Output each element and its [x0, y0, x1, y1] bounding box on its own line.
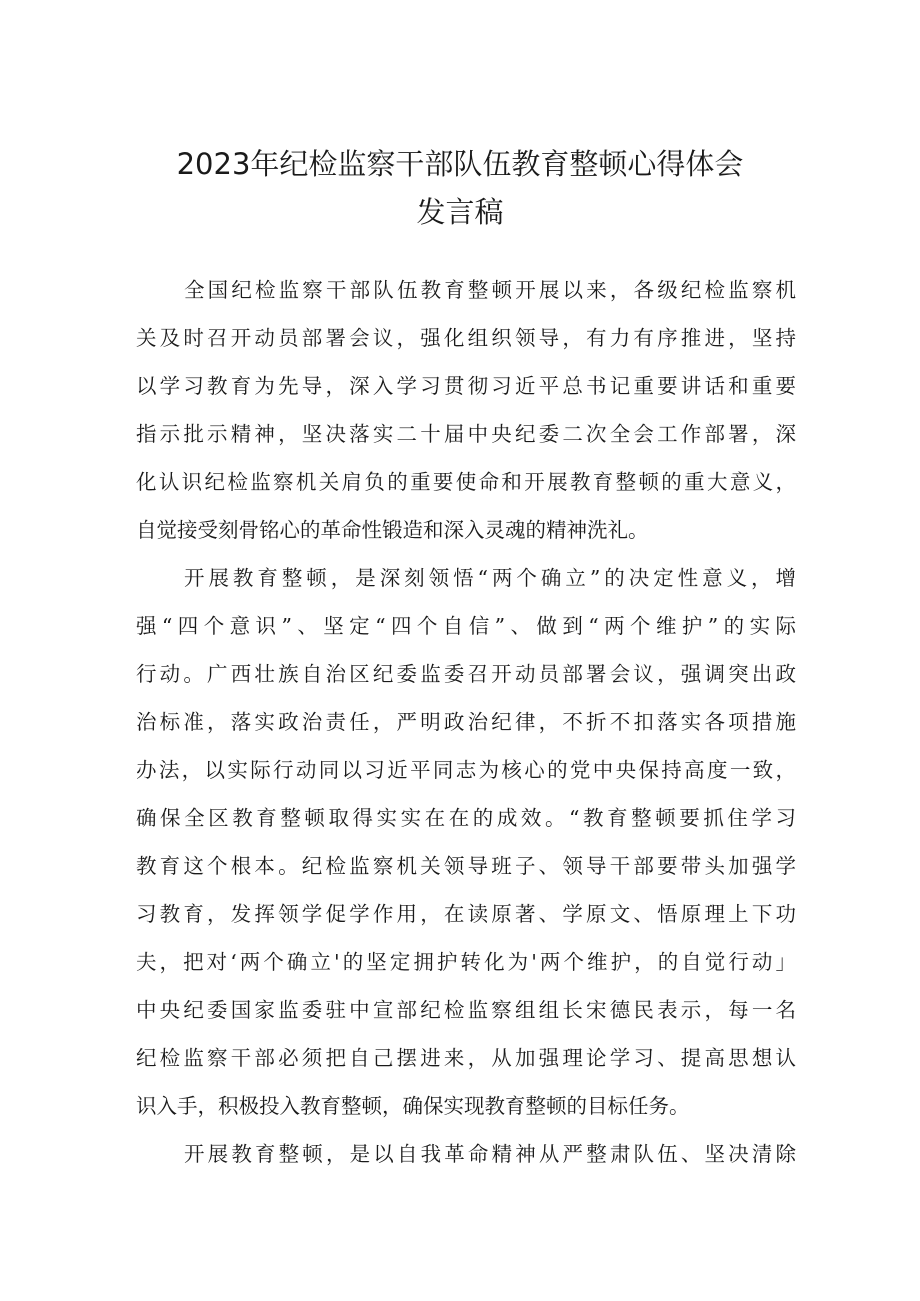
paragraph-1-line: 全国纪检监察干部队伍教育整顿开展以来，各级纪检监察机	[184, 278, 796, 302]
paragraph-3-line: 开展教育整顿，是以自我革命精神从严整肃队伍、坚决清除	[184, 1142, 796, 1166]
paragraph-2-line: 纪检监察干部必须把自己摆进来，从加强理论学习、提高思想认	[136, 1046, 796, 1070]
paragraph-2-line: 开展教育整顿，是深刻领悟“两个确立”的决定性意义，增	[184, 566, 796, 590]
paragraph-2-line: 办法，以实际行动同以习近平同志为核心的党中央保持高度一致，	[136, 758, 796, 782]
paragraph-2-line: 治标准，落实政治责任，严明政治纪律，不折不扣落实各项措施	[136, 710, 796, 734]
paragraph-2-line: 识入手，积极投入教育整顿，确保实现教育整顿的目标任务。	[136, 1094, 690, 1118]
paragraph-2-line: 教育这个根本。纪检监察机关领导班子、领导干部要带头加强学	[136, 854, 796, 878]
paragraph-1-line: 化认识纪检监察机关肩负的重要使命和开展教育整顿的重大意义，	[136, 470, 796, 494]
paragraph-1-line: 指示批示精神，坚决落实二十届中央纪委二次全会工作部署，深	[136, 422, 796, 446]
paragraph-2-line: 确保全区教育整顿取得实实在在的成效。“教育整顿要抓住学习	[136, 806, 796, 830]
paragraph-2-line: 中央纪委国家监委驻中宣部纪检监察组组长宋德民表示，每一名	[136, 998, 796, 1022]
document-title: 2023年纪检监察干部队伍教育整顿心得体会	[176, 147, 744, 181]
paragraph-1-line: 自觉接受刻骨铭心的革命性锻造和深入灵魂的精神洗礼。	[136, 518, 649, 542]
paragraph-2-line: 行动。广西壮族自治区纪委监委召开动员部署会议，强调突出政	[136, 662, 796, 686]
document-subtitle: 发言稿	[416, 195, 504, 229]
paragraph-1-line: 关及时召开动员部署会议，强化组织领导，有力有序推进，坚持	[136, 326, 796, 350]
paragraph-1-line: 以学习教育为先导，深入学习贯彻习近平总书记重要讲话和重要	[136, 374, 796, 398]
paragraph-2-line: 夫，把对‘两个确立'的坚定拥护转化为'两个维护，的自觉行动」	[136, 950, 796, 974]
paragraph-2-line: 习教育，发挥领学促学作用，在读原著、学原文、悟原理上下功	[136, 902, 796, 926]
paragraph-2-line: 强“四个意识”、坚定“四个自信”、做到“两个维护”的实际	[136, 614, 796, 638]
